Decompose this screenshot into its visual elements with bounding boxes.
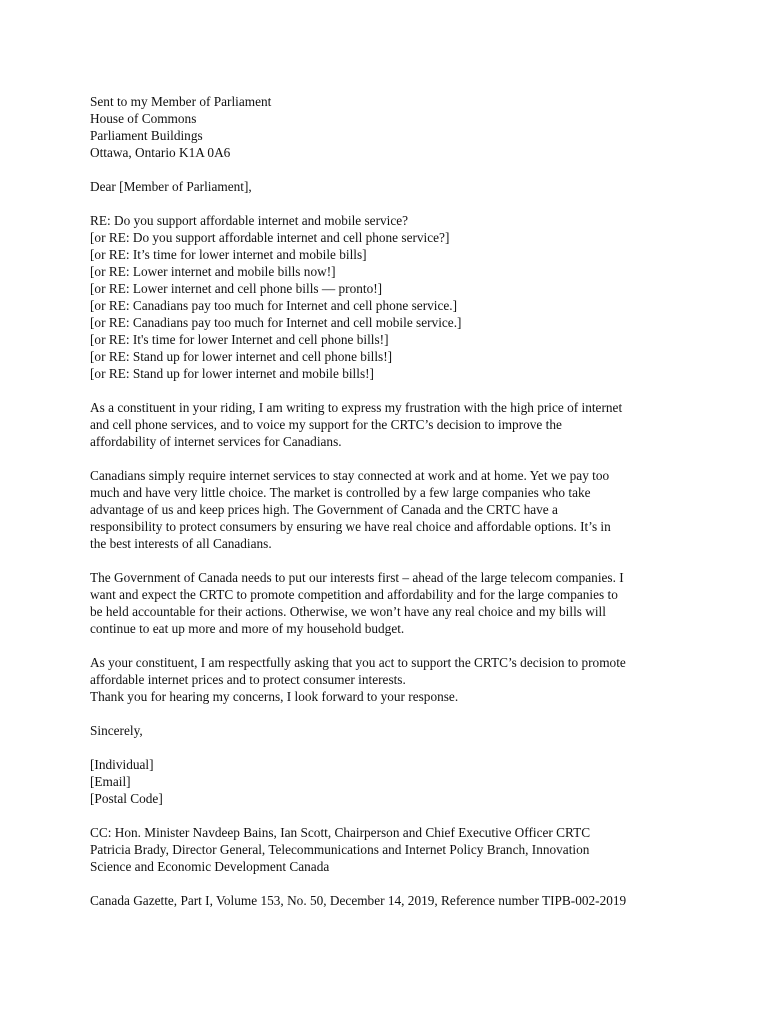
signature-line: [Email]	[90, 774, 131, 789]
body-paragraph-1	[90, 399, 690, 450]
subject-line: [or RE: Stand up for lower internet and mobile bills!]	[90, 366, 374, 381]
subject-line: [or RE: Lower internet and mobile bills now!]	[90, 264, 336, 279]
paragraph-line: continue to eat up more and more of my household budget.	[90, 621, 405, 636]
body-paragraph-4	[90, 654, 690, 705]
paragraph-line: want and expect the CRTC to promote competition and affordability and for the large companies to	[90, 587, 618, 602]
address-line: Sent to my Member of Parliament	[90, 94, 272, 109]
paragraph-line: and cell phone services, and to voice my support for the CRTC’s decision to improve the	[90, 417, 562, 432]
subject-line: [or RE: It’s time for lower internet and mobile bills]	[90, 247, 367, 262]
subject-line: RE: Do you support affordable internet and mobile service?	[90, 213, 409, 228]
paragraph-line: affordable internet prices and to protect consumer interests.	[90, 672, 406, 687]
reference-line: Canada Gazette, Part I, Volume 153, No. 50, December 14, 2019, Reference number TIPB-002-2019	[90, 893, 627, 908]
address-line: Ottawa, Ontario K1A 0A6	[90, 145, 231, 160]
salutation-text: Dear [Member of Parliament],	[90, 179, 252, 194]
paragraph-line: The Government of Canada needs to put our interests first – ahead of the large telecom companies. I	[90, 570, 624, 585]
subject-line: [or RE: It's time for lower Internet and cell phone bills!]	[90, 332, 389, 347]
body-paragraph-2	[90, 467, 690, 552]
closing	[90, 722, 690, 739]
cc-line: Patricia Brady, Director General, Telecommunications and Internet Policy Branch, Innovation	[90, 842, 590, 857]
subject-line: [or RE: Canadians pay too much for Internet and cell mobile service.]	[90, 315, 462, 330]
recipient-address	[90, 93, 690, 161]
subject-line: [or RE: Do you support affordable internet and cell phone service?]	[90, 230, 450, 245]
letter-page	[90, 93, 690, 926]
signature-block	[90, 756, 690, 807]
paragraph-line: much and have very little choice. The market is controlled by a few large companies who take	[90, 485, 591, 500]
body-paragraph-3	[90, 569, 690, 637]
paragraph-line: affordability of internet services for Canadians.	[90, 434, 342, 449]
subject-line: [or RE: Stand up for lower internet and cell phone bills!]	[90, 349, 393, 364]
address-line: House of Commons	[90, 111, 197, 126]
subject-line: [or RE: Canadians pay too much for Internet and cell phone service.]	[90, 298, 458, 313]
signature-line: [Postal Code]	[90, 791, 163, 806]
reference-block	[90, 892, 690, 909]
salutation	[90, 178, 690, 195]
paragraph-line: the best interests of all Canadians.	[90, 536, 272, 551]
paragraph-line: responsibility to protect consumers by ensuring we have real choice and affordable options. It’s in	[90, 519, 611, 534]
cc-line: Science and Economic Development Canada	[90, 859, 330, 874]
subject-line: [or RE: Lower internet and cell phone bills — pronto!]	[90, 281, 383, 296]
address-line: Parliament Buildings	[90, 128, 203, 143]
paragraph-line: As a constituent in your riding, I am writing to express my frustration with the high price of internet	[90, 400, 623, 415]
closing-text: Sincerely,	[90, 723, 143, 738]
paragraph-line: advantage of us and keep prices high. The Government of Canada and the CRTC have a	[90, 502, 558, 517]
paragraph-line: be held accountable for their actions. Otherwise, we won’t have any real choice and my bills will	[90, 604, 606, 619]
cc-line: CC: Hon. Minister Navdeep Bains, Ian Scott, Chairperson and Chief Executive Officer CRTC	[90, 825, 591, 840]
subject-lines	[90, 212, 690, 382]
paragraph-line: Canadians simply require internet services to stay connected at work and at home. Yet we pay too	[90, 468, 610, 483]
paragraph-line: Thank you for hearing my concerns, I look forward to your response.	[90, 689, 459, 704]
signature-line: [Individual]	[90, 757, 154, 772]
cc-block	[90, 824, 690, 875]
paragraph-line: As your constituent, I am respectfully asking that you act to support the CRTC’s decision to promote	[90, 655, 626, 670]
